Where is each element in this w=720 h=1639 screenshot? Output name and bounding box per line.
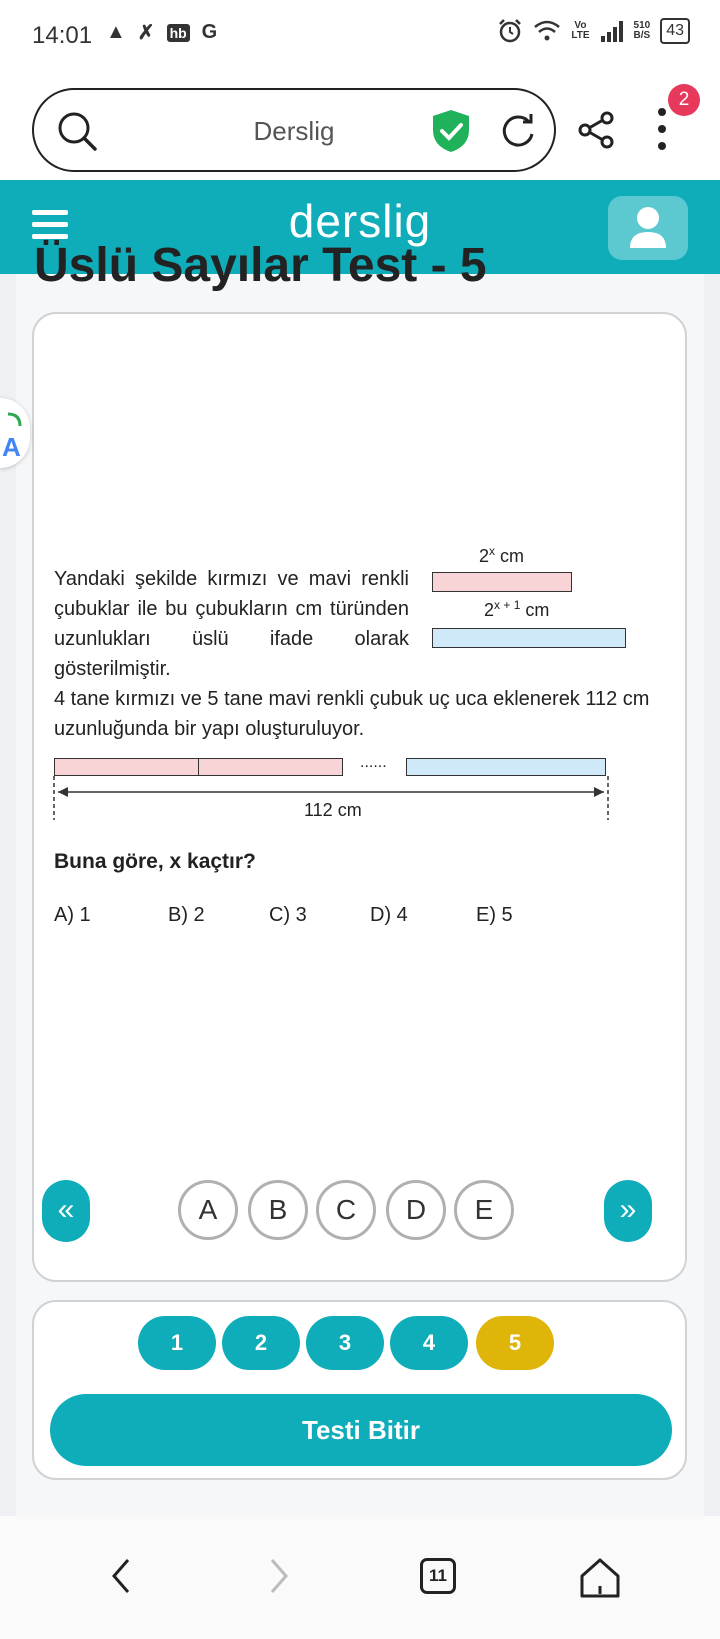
- address-bar[interactable]: [32, 88, 556, 172]
- choice-d: D) 4: [370, 904, 408, 926]
- url-text[interactable]: Derslig: [253, 116, 335, 146]
- finish-test-button[interactable]: Testi Bitir: [50, 1394, 672, 1466]
- user-icon: [608, 196, 688, 260]
- choice-c: C) 3: [269, 904, 307, 926]
- question-number-4[interactable]: 4: [390, 1316, 468, 1370]
- progress-card: [32, 1300, 687, 1480]
- red-bar-1: [54, 758, 199, 776]
- hb-app-icon: hb: [167, 24, 190, 42]
- volte-indicator: Vo LTE: [571, 20, 590, 41]
- question-number-5[interactable]: 5: [476, 1316, 554, 1370]
- share-icon[interactable]: [576, 110, 616, 150]
- tabs-icon[interactable]: 11: [420, 1558, 456, 1594]
- browser-bottom-nav: [0, 1516, 720, 1639]
- home-icon[interactable]: [578, 1556, 622, 1600]
- alarm-icon: [497, 18, 523, 44]
- more-vertical-icon[interactable]: [650, 106, 674, 152]
- menu-badge: 2: [668, 84, 700, 116]
- red-bar: [432, 572, 572, 592]
- main-content: [16, 239, 704, 1516]
- network-speed: 510 B/S: [633, 20, 651, 41]
- user-profile-button[interactable]: [608, 196, 688, 260]
- forward-icon[interactable]: [264, 1556, 294, 1596]
- page-title: Üslü Sayılar Test - 5: [34, 239, 487, 292]
- blue-bar-last: [406, 758, 606, 776]
- prev-question-button[interactable]: «: [42, 1180, 90, 1242]
- upload-icon: ▲: [106, 21, 126, 43]
- battery-indicator: 43: [660, 18, 690, 44]
- choice-b: B) 2: [168, 904, 205, 926]
- svg-text:A: A: [2, 432, 21, 462]
- question-intro: Yandaki şekilde kırmızı ve mavi renkli çubuklar ile bu çubukların cm türünden uzunlukları üslü ifade olarak gösterilmiştir.: [54, 568, 409, 680]
- system-icons: [497, 18, 690, 44]
- answer-button-e[interactable]: E: [454, 1180, 514, 1240]
- total-length-label: 112 cm: [304, 800, 362, 820]
- blue-bar: [432, 628, 626, 648]
- answer-button-d[interactable]: D: [386, 1180, 446, 1240]
- site-logo[interactable]: derslig: [288, 195, 432, 247]
- google-icon: G: [201, 21, 218, 43]
- question-number-2[interactable]: 2: [222, 1316, 300, 1370]
- choice-a: A) 1: [54, 904, 91, 926]
- blue-bar-label: $2^{x + 1}$ cm: [484, 598, 550, 620]
- status-bar: [0, 0, 720, 72]
- capcut-icon: ✗: [137, 22, 155, 44]
- translate-icon[interactable]: [0, 398, 30, 468]
- red-bar-2: [198, 758, 343, 776]
- question-text: 4 tane kırmızı ve 5 tane mavi renkli çubuk uç uca eklenerek 112 cm uzunluğunda bir yapı oluşturuluyor.: [54, 688, 650, 740]
- signal-icon: [600, 20, 624, 42]
- choice-e: E) 5: [476, 904, 513, 926]
- question-number-1[interactable]: 1: [138, 1316, 216, 1370]
- red-bar-label: 2$^x$ cm: [479, 544, 525, 566]
- question-number-3[interactable]: 3: [306, 1316, 384, 1370]
- next-question-button[interactable]: »: [604, 1180, 652, 1242]
- reload-icon[interactable]: [499, 112, 537, 150]
- question-card: [32, 312, 687, 1282]
- browser-toolbar: [0, 72, 720, 180]
- answer-button-a[interactable]: A: [178, 1180, 238, 1240]
- notification-icons: [106, 20, 217, 45]
- back-icon[interactable]: [106, 1556, 136, 1596]
- status-time: 14:01: [32, 22, 93, 49]
- wifi-icon: [533, 19, 561, 43]
- answer-button-c[interactable]: C: [316, 1180, 376, 1240]
- shield-check-icon[interactable]: [429, 108, 473, 154]
- ellipsis: ......: [360, 754, 387, 771]
- question-prompt: Buna göre, x kaçtır?: [54, 850, 256, 873]
- answer-button-b[interactable]: B: [248, 1180, 308, 1240]
